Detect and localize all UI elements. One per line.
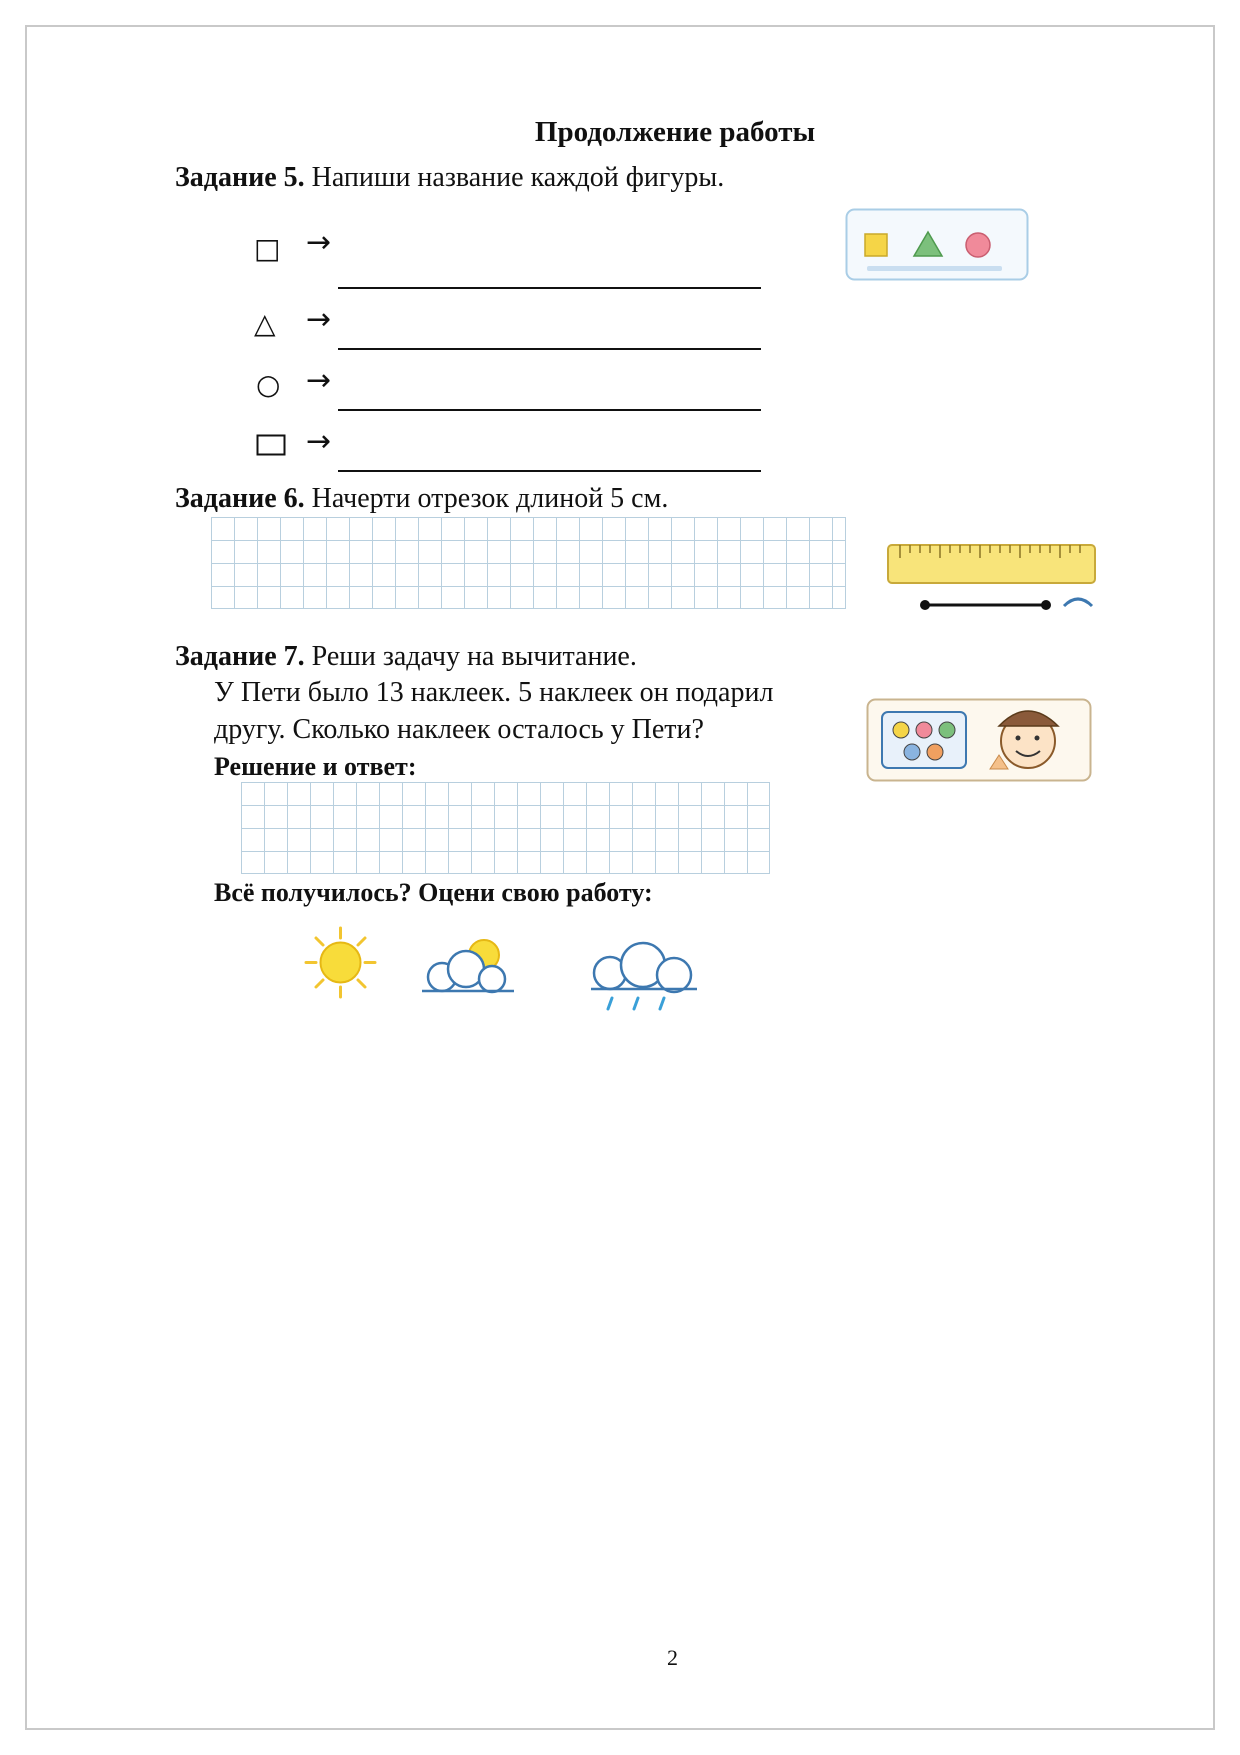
- task6-heading: [175, 483, 668, 515]
- yellow-square-icon: [865, 234, 887, 256]
- arrow-icon: →: [306, 363, 332, 398]
- shapes-illustration: [845, 208, 1029, 287]
- answer-line-square[interactable]: [338, 287, 761, 289]
- problem-line-2: другу. Сколько наклеек осталось у Пети?: [214, 714, 704, 745]
- answer-line-triangle[interactable]: [338, 348, 761, 350]
- sticker-orange-icon: [927, 744, 943, 760]
- ruler-illustration: [886, 540, 1101, 620]
- solution-grid[interactable]: [241, 782, 770, 874]
- stickers-illustration: [866, 698, 1092, 788]
- task6-text: Начерти отрезок длиной 5 см.: [311, 483, 669, 514]
- task5-text: Напиши название каждой фигуры.: [311, 162, 725, 193]
- rectangle-icon: [256, 434, 286, 461]
- task7-heading: [175, 641, 637, 673]
- answer-line-rectangle[interactable]: [338, 470, 761, 472]
- triangle-icon: △: [254, 307, 276, 340]
- circle-icon: ○: [256, 368, 281, 401]
- sticker-green-icon: [939, 722, 955, 738]
- rain-cloud-icon[interactable]: [588, 935, 700, 1020]
- sticker-pink-icon: [916, 722, 932, 738]
- small-square-icon: □: [254, 232, 281, 265]
- task7-text: Реши задачу на вычитание.: [311, 641, 637, 672]
- task5-heading: [175, 162, 724, 194]
- task6-number: Задание 6.: [175, 483, 305, 514]
- pink-circle-icon: [966, 233, 990, 257]
- drawing-grid[interactable]: [211, 517, 846, 609]
- task7-number: Задание 7.: [175, 641, 305, 672]
- sticker-blue-icon: [904, 744, 920, 760]
- arrow-icon: →: [306, 302, 332, 337]
- sticker-yellow-icon: [893, 722, 909, 738]
- task5-number: Задание 5.: [175, 162, 305, 193]
- sun-icon[interactable]: [303, 925, 378, 1005]
- answer-line-circle[interactable]: [338, 409, 761, 411]
- sun-behind-cloud-icon[interactable]: [418, 935, 518, 1000]
- solution-label: Решение и ответ:: [214, 752, 417, 781]
- page-title: Продолжение работы: [534, 116, 816, 148]
- self-check-question: Всё получилось? Оцени свою работу:: [214, 878, 653, 907]
- arrow-icon: →: [306, 225, 332, 260]
- problem-line-1: У Пети было 13 наклеек. 5 наклеек он подарил: [214, 677, 774, 708]
- arrow-icon: →: [306, 424, 332, 459]
- page-number: 2: [667, 1645, 678, 1670]
